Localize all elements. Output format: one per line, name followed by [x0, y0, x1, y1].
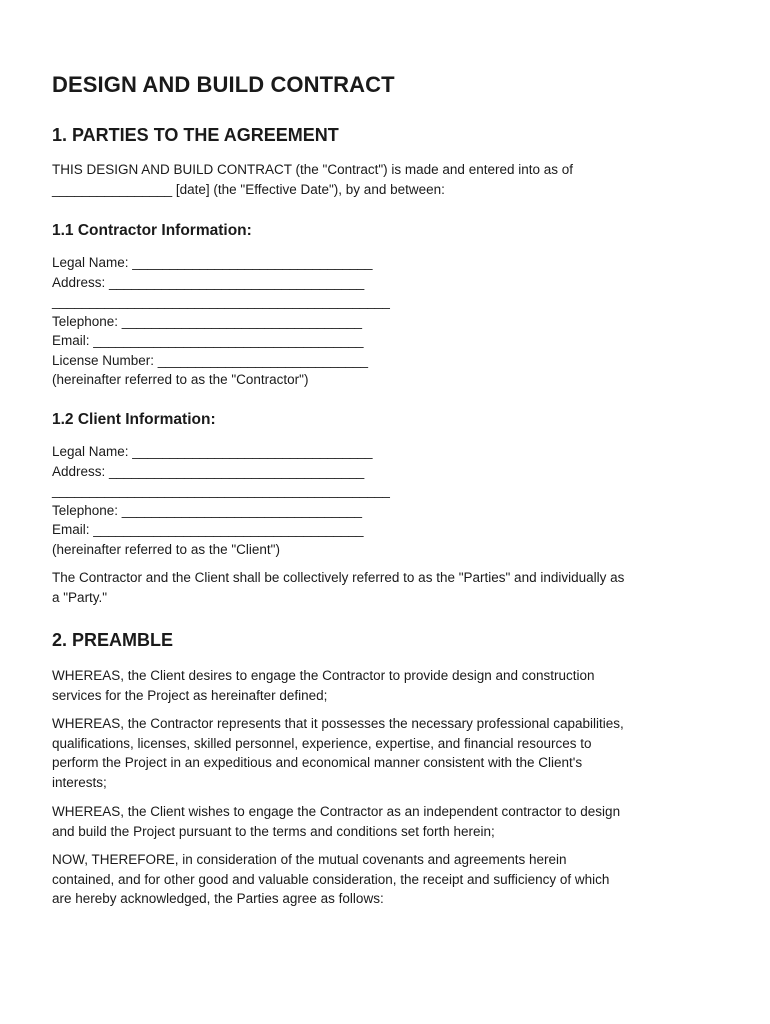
parties-line-2: a "Party." — [52, 589, 108, 605]
client-telephone-field: Telephone: ________________________________ — [52, 502, 363, 518]
client-legal-name-field: Legal Name: ________________________________ — [52, 444, 373, 459]
contractor-email-field: Email: ____________________________________ — [52, 333, 364, 348]
contractor-address-continued-field: _____________________________________________ — [52, 294, 390, 309]
now-line-3: are hereby acknowledged, the Parties agree as follows: — [52, 891, 384, 906]
whereas-3-line-1: WHEREAS, the Client wishes to engage the Contractor as an independent contractor to design — [52, 804, 621, 819]
contractor-license-number-field: License Number: ____________________________ — [52, 352, 369, 368]
contractor-referred-note: (hereinafter referred to as the "Contractor") — [52, 372, 309, 387]
client-referred-note: (hereinafter referred to as the "Client") — [52, 541, 280, 557]
client-info-heading: 1.2 Client Information: — [52, 411, 216, 428]
client-email-field: Email: ____________________________________ — [52, 522, 364, 537]
contractor-fields — [52, 253, 390, 390]
document-title: DESIGN AND BUILD CONTRACT — [52, 72, 395, 97]
now-line-1: NOW, THEREFORE, in consideration of the mutual covenants and agreements herein — [52, 852, 567, 867]
whereas-2-line-2: qualifications, licenses, skilled personnel, experience, expertise, and financial resources to — [52, 735, 592, 751]
whereas-paragraph-2 — [52, 714, 717, 792]
client-address-continued-field: _____________________________________________ — [52, 483, 390, 498]
now-line-2: contained, and for other good and valuable consideration, the receipt and sufficiency of which — [52, 871, 610, 887]
parties-definition — [52, 568, 717, 607]
whereas-2-line-4: interests; — [52, 774, 107, 790]
parties-line-1: The Contractor and the Client shall be collectively referred to as the "Parties" and individually as — [52, 570, 625, 585]
whereas-2-line-1: WHEREAS, the Contractor represents that it possesses the necessary professional capabilities, — [52, 716, 624, 731]
intro-line-1: THIS DESIGN AND BUILD CONTRACT (the "Contract") is made and entered into as of — [52, 162, 574, 177]
now-therefore-paragraph — [52, 850, 717, 909]
contractor-legal-name-field: Legal Name: ________________________________ — [52, 255, 373, 270]
contractor-address-field: Address: __________________________________ — [52, 274, 365, 290]
whereas-3-line-2: and build the Project pursuant to the terms and conditions set forth herein; — [52, 823, 495, 839]
section-1-intro — [52, 160, 717, 199]
whereas-2-line-3: perform the Project in an expeditious and economical manner consistent with the Client's — [52, 755, 583, 770]
intro-line-2: ________________ [date] (the "Effective Date"), by and between: — [52, 181, 445, 197]
whereas-1-line-2: services for the Project as hereinafter defined; — [52, 687, 328, 703]
whereas-paragraph-1 — [52, 666, 717, 705]
client-address-field: Address: __________________________________ — [52, 463, 365, 479]
contractor-telephone-field: Telephone: ________________________________ — [52, 313, 363, 329]
section-1-heading: 1. PARTIES TO THE AGREEMENT — [52, 125, 339, 145]
whereas-1-line-1: WHEREAS, the Client desires to engage the Contractor to provide design and construction — [52, 668, 595, 683]
section-2-heading: 2. PREAMBLE — [52, 630, 174, 650]
contractor-info-heading: 1.1 Contractor Information: — [52, 222, 252, 239]
whereas-paragraph-3 — [52, 802, 717, 841]
client-fields — [52, 442, 390, 559]
